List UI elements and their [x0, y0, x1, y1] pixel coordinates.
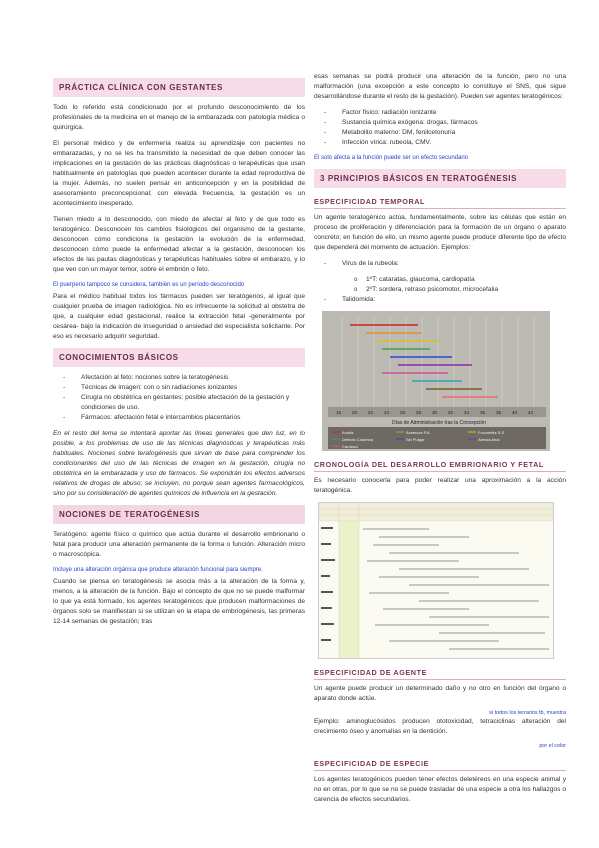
svg-text:Focomelia S.S.: Focomelia S.S. [478, 430, 506, 435]
paragraph: Un agente teratogénico actúa, fundamentalmente, sobre las células que están en proceso de proliferación y diferenciación para la formación de un órgano o aparato concreto; en función de ello, un mismo agente puede producir diferente tipo de efecto que dependerá del momento de actuación. Ejemplos: [314, 214, 566, 251]
svg-text:Defecto Columna: Defecto Columna [342, 437, 373, 442]
agents-list [314, 108, 566, 148]
list-item: o 1ºT: cataratas, glaucoma, cardiopatía [354, 275, 566, 285]
svg-text:38: 38 [496, 410, 502, 415]
list-item: - Infección vírica: rubeola, CMV. [332, 138, 566, 148]
handwritten-note: por el color [539, 743, 566, 749]
chronology-chart-image [318, 502, 554, 659]
paragraph: Los agentes teratogénicos pueden tener efectos deletéreos en una especie animal y no en otras, por lo que se no se puede trasladar de una especie a otra los hallazgos o carencia de efectos secundarios. [314, 776, 566, 803]
section-heading-practica: PRÁCTICA CLÍNICA CON GESTANTES [53, 78, 305, 97]
list-item: - Sustancia química exógena: drogas, fármacos [332, 118, 566, 128]
subheading-especie: ESPECIFICIDAD DE ESPECIE [314, 757, 566, 771]
examples-list [314, 259, 566, 269]
paragraph: Todo lo referido está condicionado por el profundo desconocimiento de los profesionales de la medicina en el manejo de la embarazada con patología médica o quirúrgica. [53, 104, 305, 131]
svg-text:Sin Pulgar: Sin Pulgar [406, 437, 425, 442]
paragraph: Un agente puede producir un determinado daño y no otro en función del órgano o aparato donde actúe. [314, 685, 566, 702]
list-item: - Cirugía no obstétrica en gestantes: posible afectación de la gestación y condiciones de uso. [71, 393, 305, 413]
list-item: - Factor físico: radiación ionizante [332, 108, 566, 118]
section-heading-principios: 3 PRINCIPIOS BÁSICOS EN TERATOGÉNESIS [314, 169, 566, 188]
svg-text:20: 20 [352, 410, 358, 415]
knowledge-list [53, 373, 305, 423]
paragraph: esas semanas se podrá producir una alteración de la función, pero no una malformación (una excepción a este concepto lo constituye el SNS, que sigue desarrollándose durante el resto de la gestación). Pueden ser agentes teratogénicos: [314, 73, 566, 100]
svg-text:Cardiaco: Cardiaco [342, 444, 359, 449]
handwritten-note: si todos los terrarios tb, muestra [489, 710, 566, 716]
list-item: o 2ºT: sordera, retraso psicomotor, microcefalia [354, 285, 566, 295]
handwritten-note: El solo afecta a la función puede ser un efecto secundario [314, 155, 469, 161]
svg-text:Atresia Anal: Atresia Anal [478, 437, 500, 442]
svg-text:22: 22 [368, 410, 374, 415]
list-item: - Talidomida: [332, 295, 566, 305]
svg-text:34: 34 [464, 410, 470, 415]
thalidomide-chart-svg [322, 311, 550, 451]
right-column [314, 72, 566, 811]
svg-text:Anotia: Anotia [342, 430, 354, 435]
subheading-temporal: ESPECIFICIDAD TEMPORAL [314, 195, 566, 209]
paragraph: Cuando se piensa en teratogénesis se asocia más a la alteración de la forma y, menos, a la alteración de la función. Bajo el concepto de que no se puede malformar lo que ya está formado, los agentes teratogénicos que producen malformaciones de órganos solo se manifiestan si se utilizan en la etapa de embriogénesis, las primeras 12-14 semanas de gestación; tras [53, 578, 305, 625]
list-item: - Afectación al feto: nociones sobre la teratogénesis [71, 373, 305, 383]
section-heading-conocimientos: CONOCIMIENTOS BÁSICOS [53, 348, 305, 367]
paragraph: El personal médico y de enfermería realiza su aprendizaje con pacientes no embarazadas, y no se les ha transmitido la necesidad de que deben conocer las implicaciones en la gestación de las prácticas diagnósticas o terapéuticas que usan habitualmente en patologías que pueden acontecer durante la edad reproductiva de la mujer. Además, no suelen pensar en anticoncepción y en la posibilidad de asesoramiento preconcepcional; con elevada frecuencia, la gestación es un acontecimiento inesperado. [53, 140, 305, 207]
chart-axis-label: Días de Administración tras la Concepción [392, 420, 486, 426]
paragraph: Tienen miedo a lo desconocido, con miedo de afectar al feto y de que todo es teratogénico. Desconocen los cambios fisiológicos del organismo de la gestante, desconocen cómo condiciona la gestación la evolución de la enfermedad, desconocen cómo puede la enfermedad afectar a la gestación, desconocen los efectos de las pautas diagnósticas y terapéuticas habituales sobre el embarazo, y lo que ven con un mayor temor, sobre el embrión o feto. [53, 216, 305, 273]
svg-text:Ausencia P.A.: Ausencia P.A. [406, 430, 431, 435]
subheading-cronologia: CRONOLOGÍA DEL DESARROLLO EMBRIONARIO Y FETAL [314, 458, 566, 472]
paragraph: Teratógeno: agente físico o químico que actúa durante el desarrollo embrionario o fetal para producir una alteración permanente de la forma o función. Alteración micro o macroscópica. [53, 531, 305, 558]
paragraph: Es necesario conocerla para poder realizar una aproximación a la acción teratogénica. [314, 477, 566, 494]
rubeola-sublist [314, 275, 566, 295]
section-heading-nociones: NOCIONES DE TERATOGÉNESIS [53, 505, 305, 524]
svg-text:26: 26 [400, 410, 406, 415]
svg-text:42: 42 [528, 410, 534, 415]
svg-text:28: 28 [416, 410, 422, 415]
examples-list [314, 295, 566, 305]
svg-text:36: 36 [480, 410, 486, 415]
svg-text:40: 40 [512, 410, 518, 415]
italic-paragraph: En el resto del tema se intentará aportar las líneas generales que den luz, en lo posible, a los problemas de uso de las técnicas diagnósticas y terapéuticas más habituales. Nociones sobre teratogénesis que sirvan de base para comprender los condicionantes del uso de las técnicas de imagen en la gestación, cirugía no obstétrica en la embarazada y uso de fármacos. Se expondrán los efectos adversos relativos de drogas de abuso; se incluyen, no porque sean agentes farmacológicos, sino por su consideración de agentes químicos de influencia en la gestación. [53, 430, 305, 497]
svg-text:32: 32 [448, 410, 454, 415]
chronology-chart-svg [319, 503, 553, 658]
paragraph: Ejemplo: aminoglucósidos producen ototoxicidad, tetraciclinas alteración del crecimiento óseo y anomalías en la dentición. [314, 718, 566, 735]
handwritten-note: El puerperio tampoco se considera, también es un período desconocido [53, 282, 245, 288]
list-item: - Virus de la rubeola: [332, 259, 566, 269]
paragraph: Para el médico habitual todos los fármacos pueden ser teratógenos, al igual que cualquier prueba de imagen radiológica. No es infrecuente la solicitud al obstetra de que, a cualquier edad gestacional, realice la extracción fetal -generalmente por cesárea- bajo la indicación de inseguridad o ansiedad del especialista solicitante. Por eso es necesario adquirir seguridad. [53, 293, 305, 340]
list-item: - Técnicas de imagen: con o sin radiaciones ionizantes [71, 383, 305, 393]
subheading-agente: ESPECIFICIDAD DE AGENTE [314, 666, 566, 680]
left-column [53, 72, 305, 633]
list-item: - Fármacos: afectación fetal e intercambios placentarios [71, 413, 305, 423]
svg-text:30: 30 [432, 410, 438, 415]
list-item: - Metabolito materno: DM, fenilcetonuria [332, 128, 566, 138]
svg-text:24: 24 [384, 410, 390, 415]
svg-text:16: 16 [336, 410, 342, 415]
thalidomide-chart-image [322, 311, 550, 451]
handwritten-note: Incluye una alteración orgánica que produce alteración funcional para siempre. [53, 567, 263, 573]
